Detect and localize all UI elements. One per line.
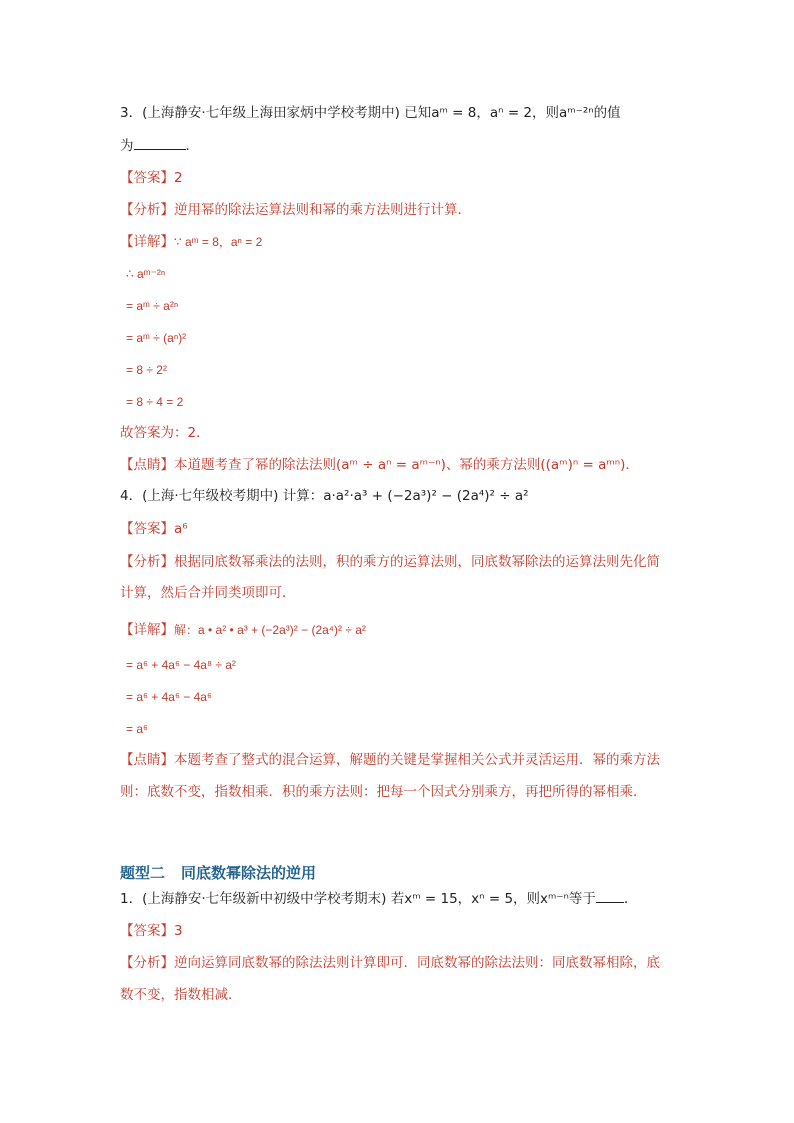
q4-detail-3: = a⁶ + 4a⁶ − 4a⁶	[126, 690, 212, 704]
detail-step: ∵ aᵐ = 8，aⁿ = 2	[174, 235, 263, 249]
analysis-tag: 【分析】	[120, 955, 174, 971]
analysis-tag: 【分析】	[120, 554, 174, 570]
q3-comment	[120, 456, 639, 474]
q3-detail-4: = aᵐ ÷ (aⁿ)²	[126, 331, 187, 345]
q3-detail-5: = 8 ÷ 2²	[126, 363, 167, 377]
section-label: 题型二	[120, 864, 166, 882]
s2q1-analysis-1	[120, 954, 660, 972]
q3-question-line2	[120, 137, 199, 155]
s2q1-question	[120, 890, 637, 908]
q4-analysis-2: 计算，然后合并同类项即可．	[120, 585, 296, 601]
s2q1-analysis-2: 数不变，指数相减．	[120, 987, 242, 1003]
detail-tag: 【详解】	[120, 622, 174, 638]
q4-comment-1	[120, 751, 660, 769]
q4-question: 4．(上海·七年级校考期中) 计算：a·a²·a³ + (−2a³)² − (2a⁴)² ÷ a²	[120, 488, 529, 504]
s2q1-question-text: 1．(上海静安·七年级新中初级中学校考期末) 若xᵐ = 15，xⁿ = 5，则xᵐ⁻ⁿ等于	[120, 891, 596, 907]
answer-value: 2	[174, 170, 183, 186]
q4-detail-2: = a⁶ + 4a⁶ − 4a⁸ ÷ a²	[126, 658, 236, 672]
comment-text: 本道题考查了幂的除法法则(aᵐ ÷ aⁿ = aᵐ⁻ⁿ)、幂的乘方法则((aᵐ)ⁿ = aᵐⁿ)．	[174, 457, 639, 473]
q3-line2-suffix: ．	[185, 138, 199, 154]
s2q1-answer	[120, 922, 183, 940]
analysis-text: 逆用幂的除法运算法则和幂的乘方法则进行计算．	[174, 202, 471, 218]
section-heading	[120, 862, 316, 883]
q4-detail-4: = a⁶	[126, 722, 148, 736]
answer-value: 3	[174, 923, 183, 939]
detail-step: 解：a • a² • a³ + (−2a³)² − (2a⁴)² ÷ a²	[174, 623, 366, 637]
analysis-text: 逆向运算同底数幂的除法法则计算即可．同底数幂的除法法则：同底数幂相除，底	[174, 955, 660, 971]
answer-tag: 【答案】	[120, 521, 174, 537]
s2q1-question-suffix: ．	[623, 891, 638, 907]
section-title: 同底数幂除法的逆用	[181, 864, 317, 882]
answer-tag: 【答案】	[120, 170, 174, 186]
q4-analysis-1	[120, 553, 660, 571]
comment-text: 本题考查了整式的混合运算，解题的关键是掌握相关公式并灵活运用．幂的乘方法	[174, 752, 660, 768]
analysis-text: 根据同底数幂乘法的法则，积的乘方的运算法则，同底数幂除法的运算法则先化简	[174, 554, 660, 570]
answer-blank	[596, 890, 624, 903]
q3-detail-6: = 8 ÷ 4 = 2	[126, 395, 184, 409]
q3-detail-3: = aᵐ ÷ a²ⁿ	[126, 299, 179, 313]
q3-final-answer: 故答案为：2．	[120, 425, 210, 441]
q4-answer	[120, 520, 188, 538]
answer-blank	[134, 137, 186, 150]
q3-detail-2: ∴ aᵐ⁻²ⁿ	[126, 267, 166, 281]
q3-answer	[120, 169, 183, 187]
answer-value: a⁶	[174, 521, 188, 537]
q4-detail-1	[120, 621, 366, 639]
answer-tag: 【答案】	[120, 923, 174, 939]
q3-detail-1	[120, 233, 262, 251]
detail-tag: 【详解】	[120, 234, 174, 250]
q3-analysis	[120, 201, 471, 219]
comment-tag: 【点睛】	[120, 752, 174, 768]
analysis-tag: 【分析】	[120, 202, 174, 218]
q3-question: 3．(上海静安·七年级上海田家炳中学校考期中) 已知aᵐ = 8，aⁿ = 2，则aᵐ⁻²ⁿ的值	[120, 105, 621, 121]
q4-comment-2: 则：底数不变，指数相乘．积的乘方法则：把每一个因式分别乘方，再把所得的幂相乘．	[120, 784, 647, 800]
comment-tag: 【点睛】	[120, 457, 174, 473]
q3-line2-prefix: 为	[120, 138, 134, 154]
